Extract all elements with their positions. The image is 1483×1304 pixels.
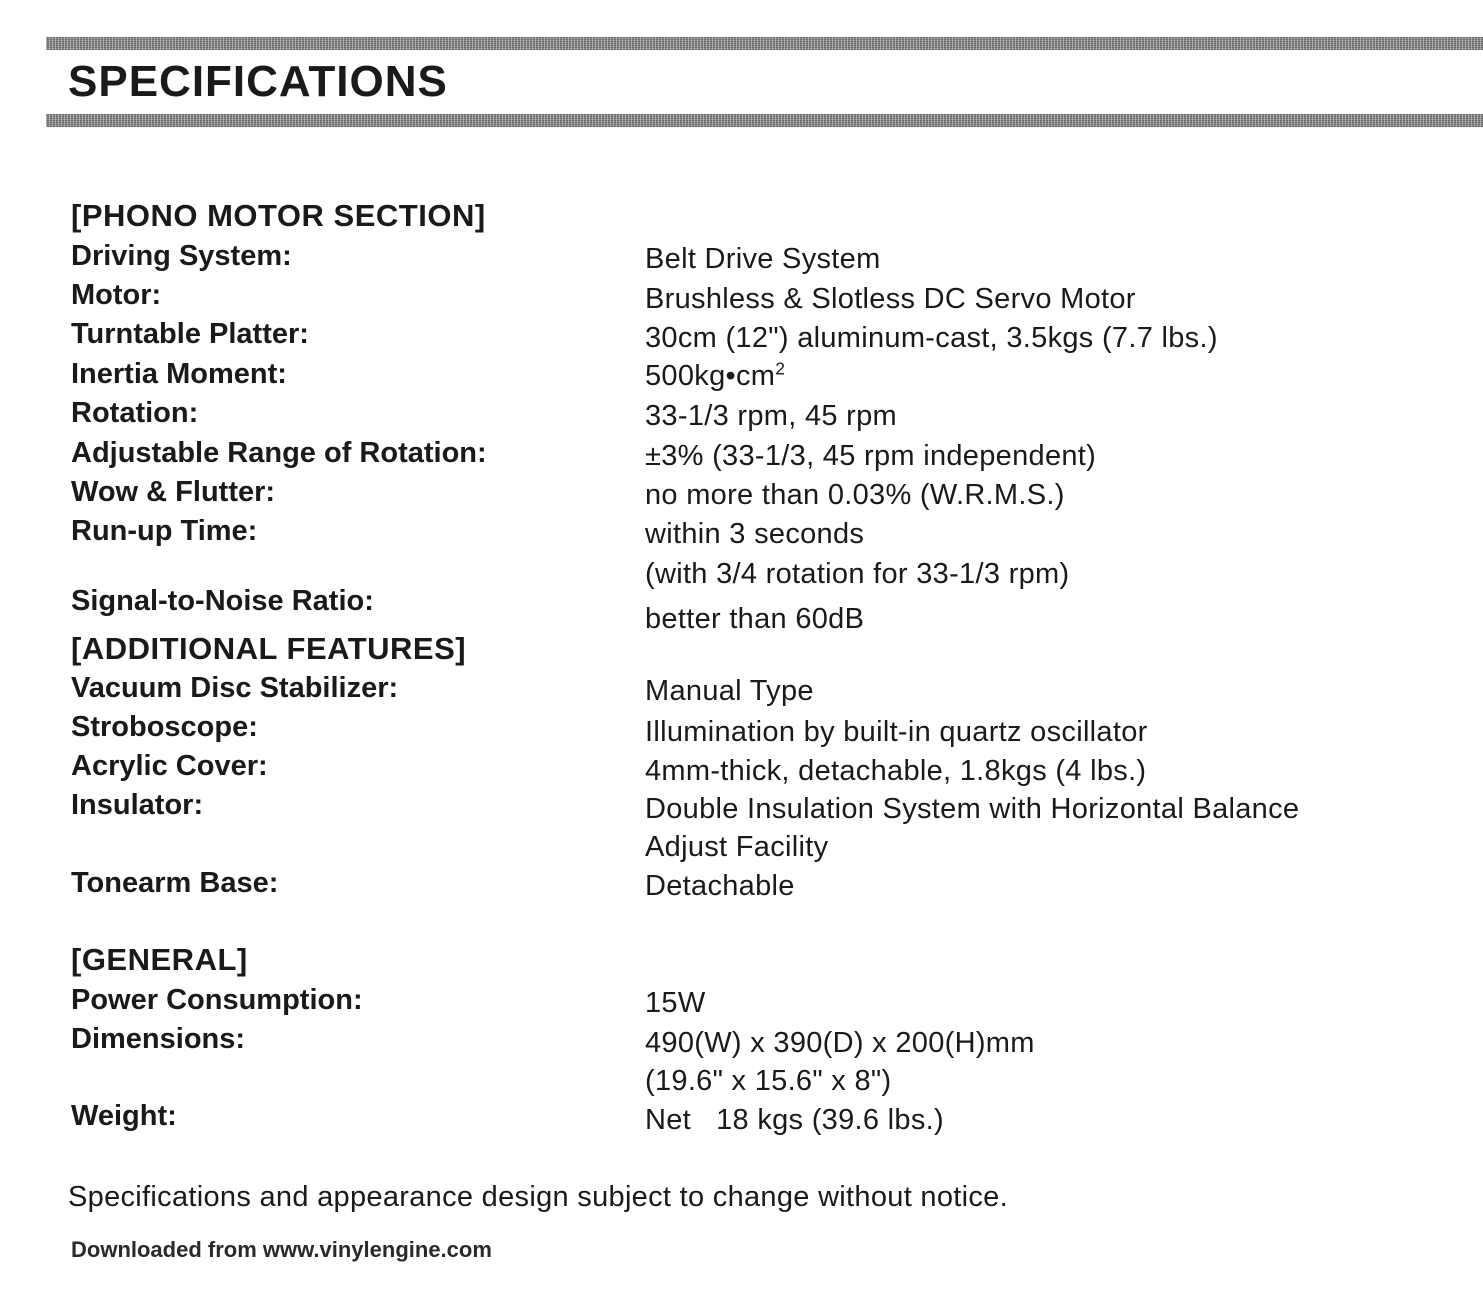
- spec-label-runup-time: Run-up Time:: [71, 515, 258, 547]
- spec-value-inertia: [645, 358, 785, 394]
- spec-value-runup-time-note: (with 3/4 rotation for 33-1/3 rpm): [645, 558, 1070, 590]
- spec-value-platter: 30cm (12") aluminum-cast, 3.5kgs (7.7 lbs.): [645, 322, 1218, 354]
- spec-value-adjustable-range: ±3% (33-1/3, 45 rpm independent): [645, 440, 1097, 472]
- section-heading-general: [GENERAL]: [71, 942, 248, 977]
- section-heading-phono-motor: [PHONO MOTOR SECTION]: [71, 198, 486, 233]
- spec-value-acrylic-cover: 4mm-thick, detachable, 1.8kgs (4 lbs.): [645, 755, 1147, 787]
- spec-label-snr: Signal-to-Noise Ratio:: [71, 585, 374, 617]
- spec-value-motor: Brushless & Slotless DC Servo Motor: [645, 283, 1136, 315]
- source-credit: Downloaded from www.vinylengine.com: [71, 1237, 492, 1262]
- page-title: SPECIFICATIONS: [68, 57, 448, 106]
- header-rule-top: [46, 37, 1483, 50]
- spec-value-vacuum-stabilizer: Manual Type: [645, 675, 814, 707]
- spec-value-driving-system: Belt Drive System: [645, 243, 881, 275]
- spec-label-platter: Turntable Platter:: [71, 318, 309, 350]
- spec-label-tonearm-base: Tonearm Base:: [71, 867, 279, 899]
- spec-label-power-consumption: Power Consumption:: [71, 984, 363, 1016]
- spec-value-insulator-line2: Adjust Facility: [645, 831, 829, 863]
- spec-value-dimensions-inches: (19.6" x 15.6" x 8"): [645, 1065, 892, 1097]
- spec-label-dimensions: Dimensions:: [71, 1023, 246, 1055]
- spec-value-wow-flutter: no more than 0.03% (W.R.M.S.): [645, 479, 1065, 511]
- header-rule-bottom: [46, 114, 1483, 127]
- spec-value-power-consumption: 15W: [645, 987, 706, 1019]
- spec-value-weight: Net 18 kgs (39.6 lbs.): [645, 1104, 944, 1136]
- spec-value-insulator: Double Insulation System with Horizontal Balance: [645, 793, 1300, 825]
- spec-label-inertia: Inertia Moment:: [71, 358, 287, 390]
- spec-value-tonearm-base: Detachable: [645, 870, 795, 902]
- spec-label-adjustable-range: Adjustable Range of Rotation:: [71, 437, 487, 469]
- spec-label-vacuum-stabilizer: Vacuum Disc Stabilizer:: [71, 672, 399, 704]
- spec-label-wow-flutter: Wow & Flutter:: [71, 476, 276, 508]
- disclaimer-note: Specifications and appearance design subject to change without notice.: [68, 1181, 1008, 1213]
- spec-label-rotation: Rotation:: [71, 397, 199, 429]
- spec-value-rotation: 33-1/3 rpm, 45 rpm: [645, 400, 897, 432]
- spec-label-weight: Weight:: [71, 1100, 177, 1132]
- spec-label-stroboscope: Stroboscope:: [71, 711, 258, 743]
- spec-value-dimensions: 490(W) x 390(D) x 200(H)mm: [645, 1027, 1035, 1059]
- inertia-superscript: 2: [775, 358, 786, 379]
- spec-label-motor: Motor:: [71, 279, 162, 311]
- spec-label-driving-system: Driving System:: [71, 240, 292, 272]
- section-heading-additional-features: [ADDITIONAL FEATURES]: [71, 631, 467, 666]
- spec-label-insulator: Insulator:: [71, 789, 204, 821]
- spec-label-acrylic-cover: Acrylic Cover:: [71, 750, 268, 782]
- spec-value-snr: better than 60dB: [645, 603, 865, 635]
- inertia-value-text: 500kg•cm: [645, 360, 776, 392]
- spec-value-stroboscope: Illumination by built-in quartz oscillator: [645, 716, 1148, 748]
- spec-value-runup-time: within 3 seconds: [645, 518, 865, 550]
